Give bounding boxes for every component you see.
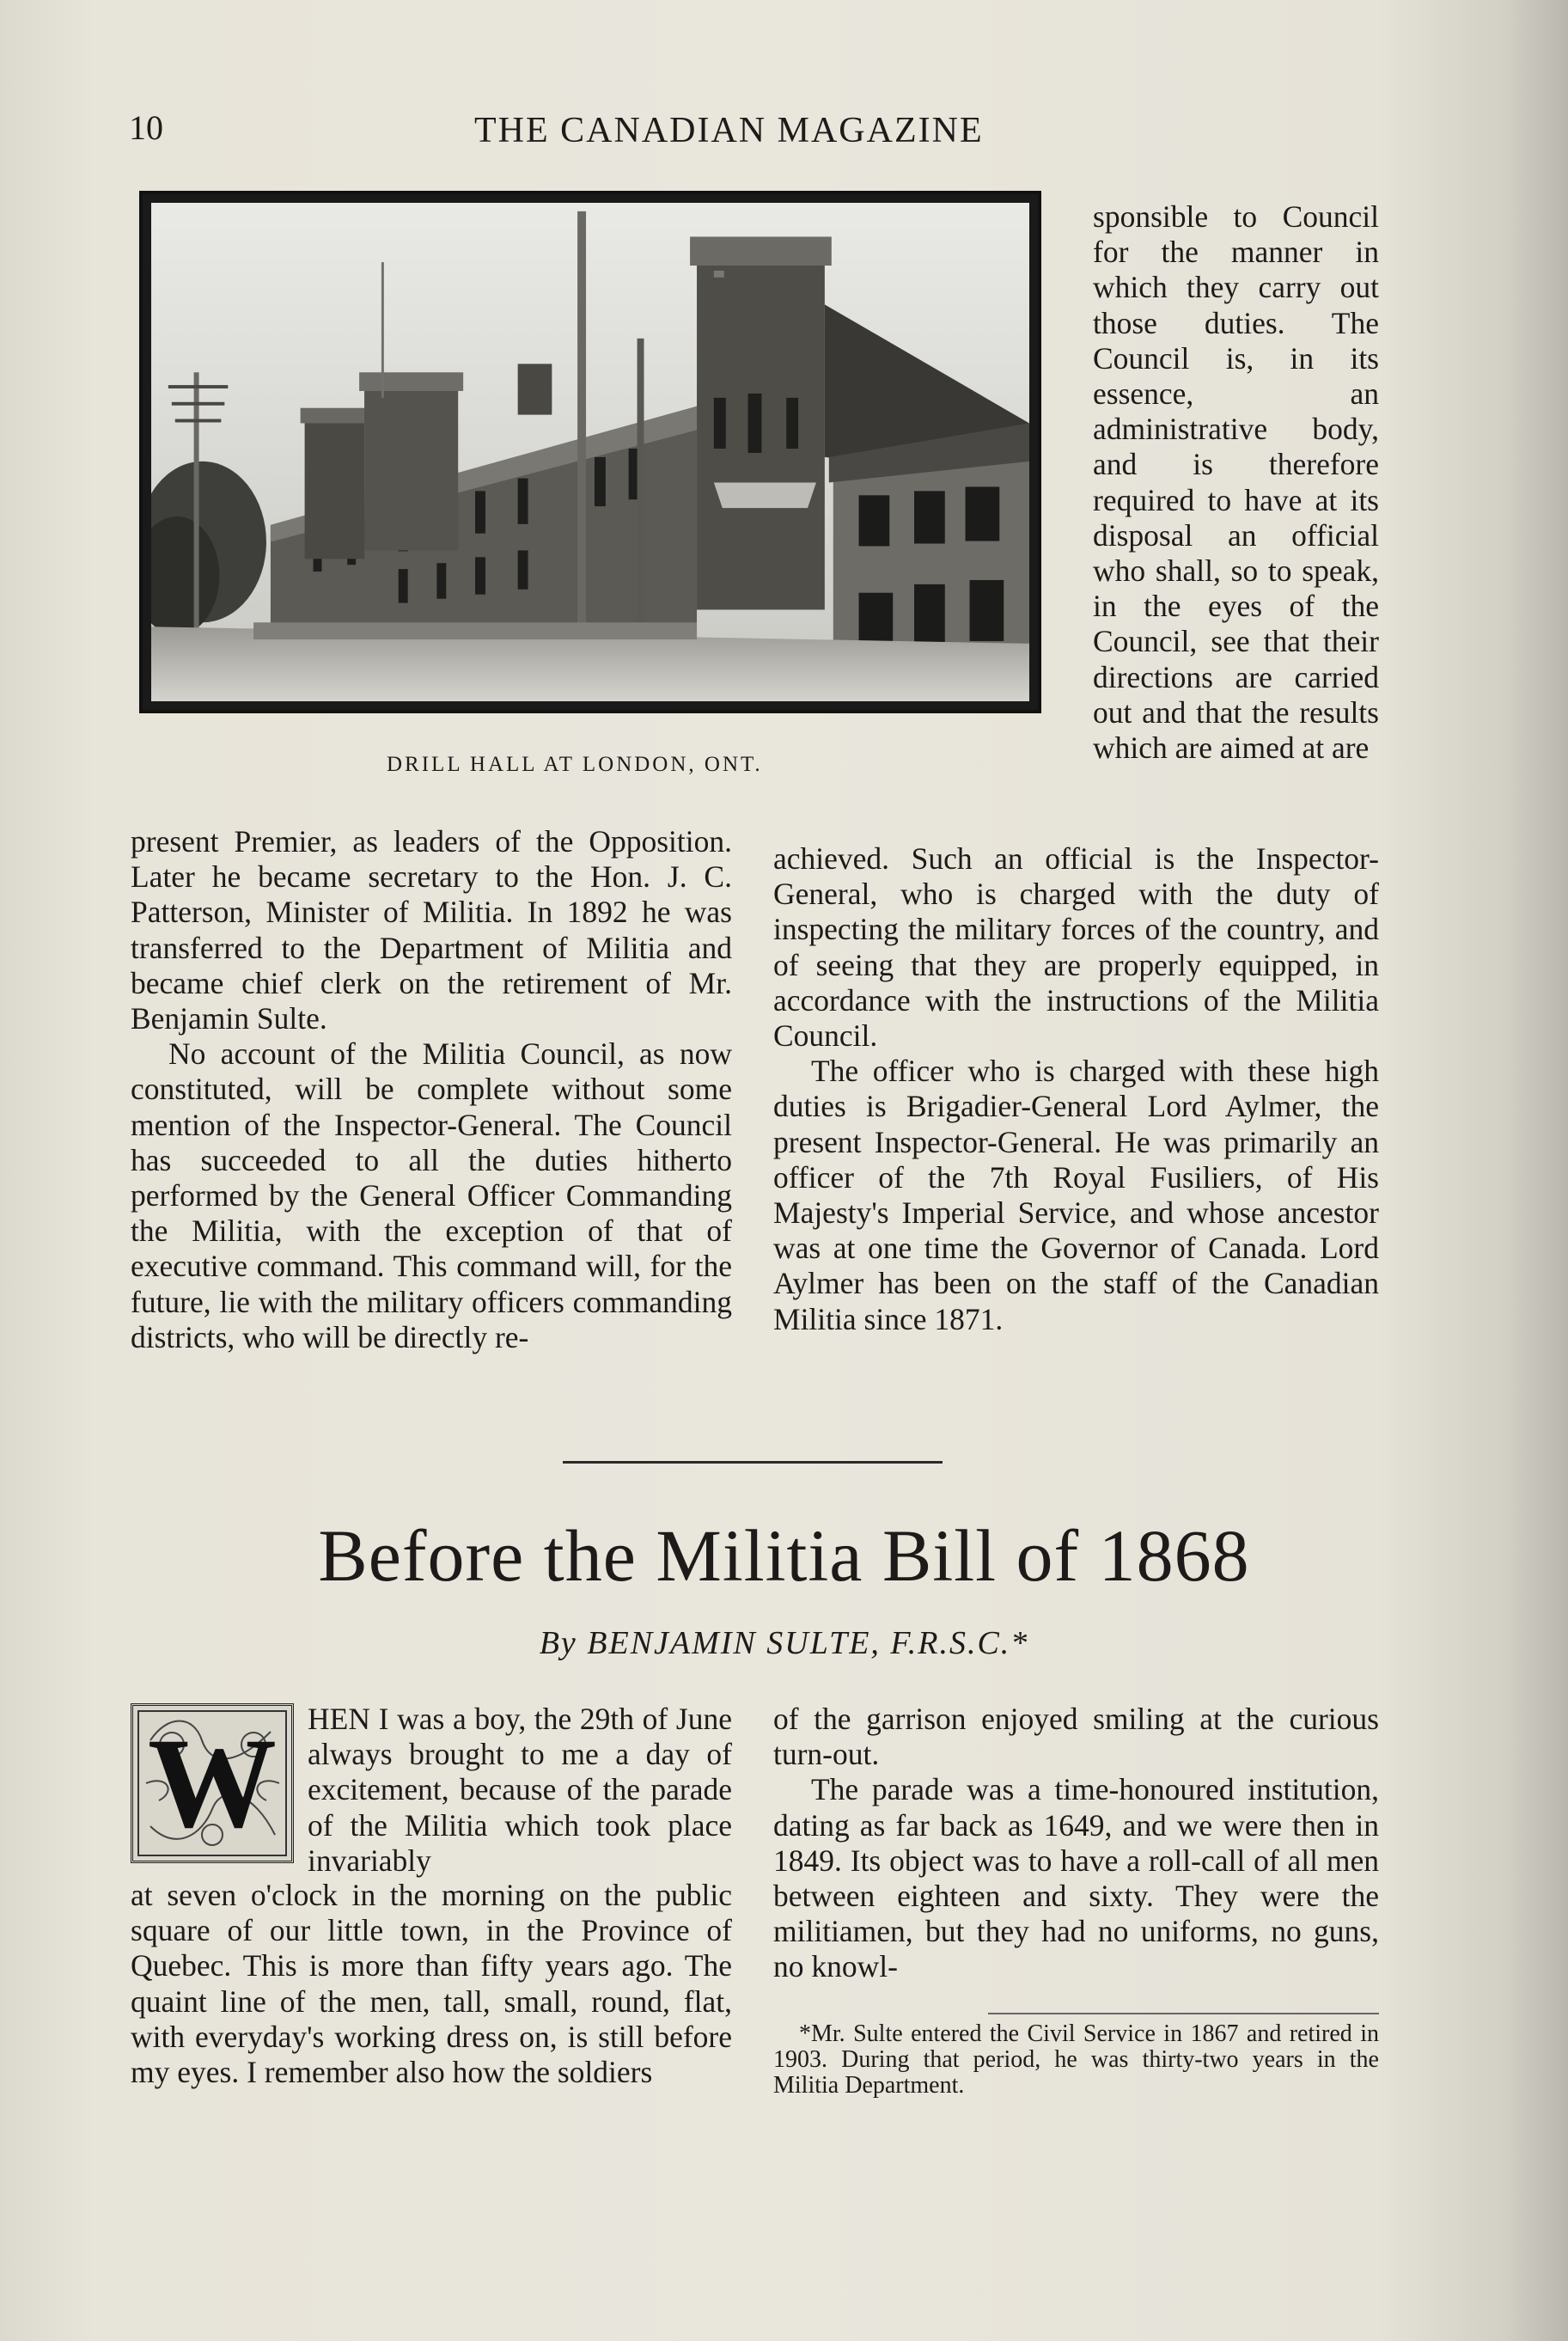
body-paragraph: The parade was a time-honoured institution, dating as far back as 1649, and we were then in 1849. Its object was to have a roll-call of all men between eighteen and sixty. They were the militiamen, but they had no uniforms, no guns, no knowl- — [773, 1772, 1379, 1984]
drill-hall-photo — [139, 191, 1041, 713]
article-left-column — [131, 1878, 732, 2090]
body-paragraph: achieved. Such an official is the Inspector-General, who is charged with the duty of inspecting the military forces of the country, and of seeing that they are properly equipped, in accordance with the instructions of the Militia Council. — [773, 841, 1379, 1054]
upper-right-column — [773, 841, 1379, 1337]
upper-right-column-top — [1093, 199, 1379, 766]
photo-caption: DRILL HALL AT LONDON, ONT. — [387, 753, 763, 776]
section-divider — [563, 1461, 943, 1464]
page-number: 10 — [129, 108, 163, 147]
drill-hall-photo-image — [151, 203, 1029, 701]
body-paragraph: at seven o'clock in the morning on the public square of our little town, in the Province of Quebec. This is more than fifty years ago. The quaint line of the men, tall, small, round, flat, with everyday's working dress on, is still before my eyes. I remember also how the soldiers — [131, 1878, 732, 2090]
body-paragraph: present Premier, as leaders of the Opposition. Later he became secretary to the Hon. J. C. Patterson, Minister of Militia. In 1892 he was transferred to the Department of Militia and became chief clerk on the retirement of Mr. Benjamin Sulte. — [131, 824, 732, 1036]
running-head: THE CANADIAN MAGAZINE — [474, 111, 984, 150]
footnote — [773, 2021, 1379, 2099]
footnote-rule — [988, 2013, 1379, 2014]
body-paragraph: HEN I was a boy, the 29th of June always brought to me a day of excitement, because of the parade of the Militia which took place invariably — [308, 1702, 732, 1878]
body-paragraph: sponsible to Council for the manner in which they carry out those duties. The Council is, in its essence, an administrative body, and is therefore required to have at its disposal an official who shall, so to speak, in the eyes of the Council, see that their directions are carried out and that the results which are aimed at are — [1093, 199, 1379, 766]
article-byline: By BENJAMIN SULTE, F.R.S.C.* — [539, 1625, 1029, 1661]
article-right-column — [773, 1702, 1379, 1985]
drop-cap-letter: W — [148, 1712, 277, 1855]
body-paragraph: of the garrison enjoyed smiling at the curious turn-out. — [773, 1702, 1379, 1772]
upper-left-column — [131, 824, 732, 1355]
ornamental-drop-cap — [131, 1703, 294, 1863]
footnote-text: *Mr. Sulte entered the Civil Service in 1867 and retired in 1903. During that period, he was thirty-two years in the Militia Department. — [773, 2020, 1379, 2099]
article-title: Before the Militia Bill of 1868 — [318, 1514, 1250, 1597]
body-paragraph: The officer who is charged with these high duties is Brigadier-General Lord Aylmer, the present Inspector-General. He was primarily an officer of the 7th Royal Fusiliers, of His Majesty's Imperial Service, and whose ancestor was at one time the Governor of Canada. Lord Aylmer has been on the staff of the Canadian Militia since 1871. — [773, 1054, 1379, 1336]
body-paragraph: No account of the Militia Council, as now constituted, will be complete without some mention of the Inspector-General. The Council has succeeded to all the duties hitherto performed by the General Officer Commanding the Militia, with the exception of that of executive command. This command will, for the future, lie with the military officers commanding districts, who will be directly re- — [131, 1036, 732, 1354]
article-opening — [308, 1702, 732, 1879]
